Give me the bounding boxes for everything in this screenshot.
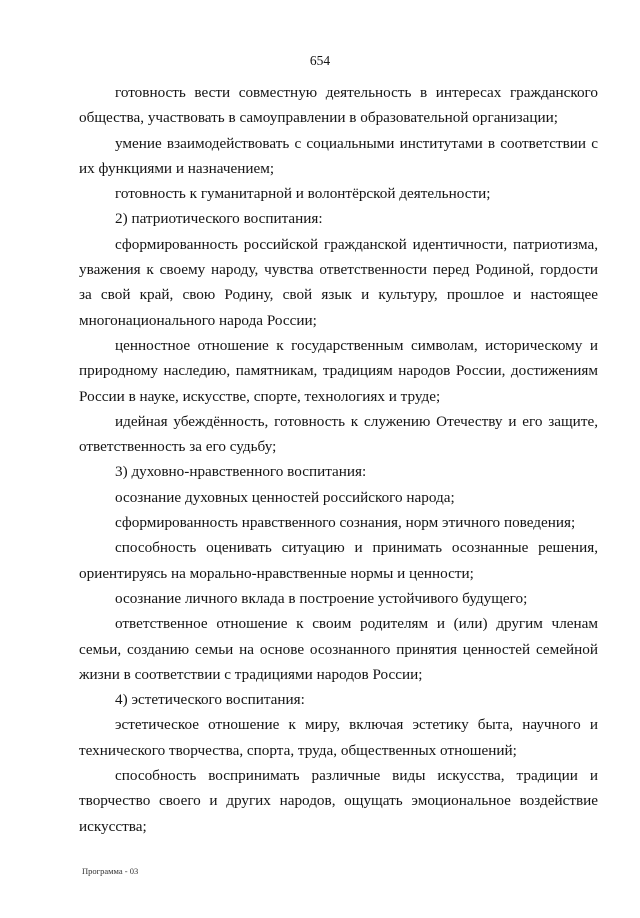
paragraph: идейная убеждённость, готовность к служению Отечеству и его защите, ответственность за его судьбу; xyxy=(79,412,598,456)
page-number: 654 xyxy=(309,53,331,68)
body-text xyxy=(79,80,598,839)
paragraph: способность оценивать ситуацию и принимать осознанные решения, ориентируясь на морально-нравственные нормы и ценности; xyxy=(79,539,598,582)
paragraph: ценностное отношение к государственным символам, историческому и природному наследию, памятникам, традициям народов России, достижениям России в науке, искусстве, спорте, технологиях и труде; xyxy=(79,336,598,405)
paragraph: готовность вести совместную деятельность в интересах гражданского общества, участвовать в самоуправлении в образовательной организации; xyxy=(79,84,598,127)
section-heading: 3) духовно-нравственного воспитания: xyxy=(115,463,367,481)
paragraph: умение взаимодействовать с социальными институтами в соответствии с их функциями и назначением; xyxy=(79,134,598,177)
paragraph: готовность к гуманитарной и волонтёрской деятельности; xyxy=(115,185,491,203)
paragraph: эстетическое отношение к миру, включая эстетику быта, научного и технического творчества, спорта, труда, общественных отношений; xyxy=(79,716,598,759)
paragraph: осознание личного вклада в построение устойчивого будущего; xyxy=(115,589,528,607)
paragraph: сформированность российской гражданской идентичности, патриотизма, уважения к своему народу, чувства ответственности перед Родиной, гордости за свой край, свою Родину, свой язык и культуру, прошлое и настоящее многонационального народа России; xyxy=(79,235,598,329)
paragraph: сформированность нравственного сознания, норм этичного поведения; xyxy=(115,514,576,532)
paragraph: способность воспринимать различные виды искусства, традиции и творчество своего и других народов, ощущать эмоциональное воздействие искусства; xyxy=(79,767,598,835)
paragraph: ответственное отношение к своим родителям и (или) другим членам семьи, созданию семьи на основе осознанного принятия ценностей семейной жизни в соответствии с традициями народов России; xyxy=(79,615,598,683)
paragraph: осознание духовных ценностей российского народа; xyxy=(115,488,455,506)
section-heading: 2) патриотического воспитания: xyxy=(115,210,323,228)
section-heading: 4) эстетического воспитания: xyxy=(115,691,305,709)
footer-note: Программа - 03 xyxy=(82,866,139,876)
